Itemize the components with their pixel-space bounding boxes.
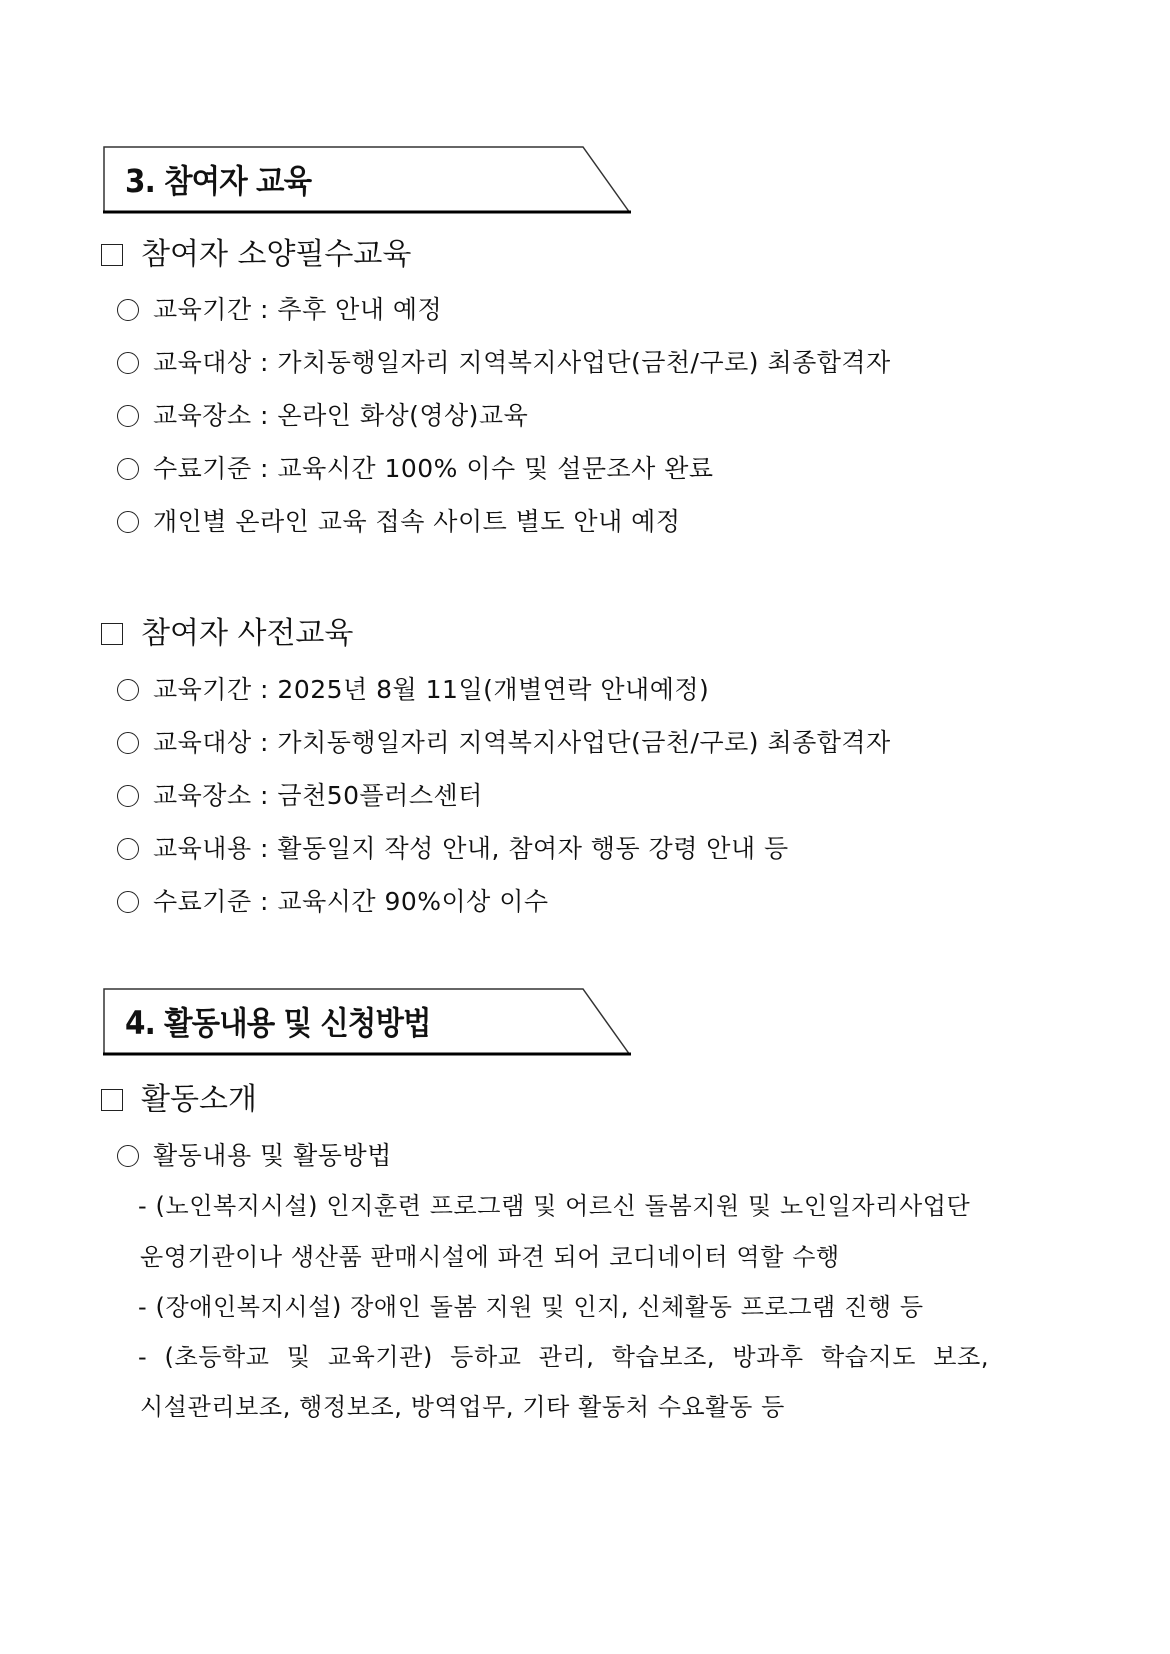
list-item-text: 교육장소 : 온라인 화상(영상)교육 <box>153 401 529 430</box>
list-item <box>117 343 891 379</box>
square-bullet-icon <box>101 244 123 266</box>
list-item <box>117 449 714 485</box>
list-item <box>117 1136 392 1172</box>
detail-line: - (초등학교 및 교육기관) 등하교 관리, 학습보조, 방과후 학습지도 보조, <box>138 1343 990 1371</box>
section-header-3 <box>103 146 631 212</box>
circle-bullet-icon <box>117 785 139 807</box>
square-bullet-icon <box>101 1089 123 1111</box>
detail-line: 시설관리보조, 행정보조, 방역업무, 기타 활동처 수요활동 등 <box>140 1393 785 1421</box>
list-item-text: 교육기간 : 추후 안내 예정 <box>153 295 443 324</box>
square-bullet-icon <box>101 623 123 645</box>
list-item <box>117 882 549 918</box>
circle-bullet-icon <box>117 891 139 913</box>
list-item <box>117 396 528 432</box>
circle-bullet-icon <box>117 352 139 374</box>
circle-bullet-icon <box>117 679 139 701</box>
list-item-text: 교육기간 : 2025년 8월 11일(개별연락 안내예정) <box>153 675 710 704</box>
list-item-text: 교육대상 : 가치동행일자리 지역복지사업단(금천/구로) 최종합격자 <box>153 728 891 757</box>
circle-bullet-icon <box>117 458 139 480</box>
list-item-text: 교육내용 : 활동일지 작성 안내, 참여자 행동 강령 안내 등 <box>153 834 789 863</box>
group-heading-text: 활동소개 <box>141 1082 257 1117</box>
detail-line: - (장애인복지시설) 장애인 돌봄 지원 및 인지, 신체활동 프로그램 진행 등 <box>138 1293 924 1321</box>
circle-bullet-icon <box>117 405 139 427</box>
circle-bullet-icon <box>117 1145 139 1167</box>
group-heading-text: 참여자 사전교육 <box>141 616 354 651</box>
list-item-text: 수료기준 : 교육시간 90%이상 이수 <box>153 887 549 916</box>
section-title: 4. 활동내용 및 신청방법 <box>125 1004 431 1042</box>
group-heading <box>101 1074 257 1118</box>
circle-bullet-icon <box>117 511 139 533</box>
list-item-text: 교육대상 : 가치동행일자리 지역복지사업단(금천/구로) 최종합격자 <box>153 348 891 377</box>
group-heading-text: 참여자 소양필수교육 <box>141 237 412 272</box>
list-item <box>117 290 442 326</box>
list-item-text: 교육장소 : 금천50플러스센터 <box>153 781 483 810</box>
detail-line: - (노인복지시설) 인지훈련 프로그램 및 어르신 돌봄지원 및 노인일자리사업단 <box>138 1192 971 1220</box>
list-item-text: 활동내용 및 활동방법 <box>153 1141 392 1170</box>
list-item <box>117 829 789 865</box>
list-item-text: 수료기준 : 교육시간 100% 이수 및 설문조사 완료 <box>153 454 714 483</box>
detail-line: 운영기관이나 생산품 판매시설에 파견 되어 코디네이터 역할 수행 <box>140 1243 840 1271</box>
list-item <box>117 670 709 706</box>
list-item <box>117 502 680 538</box>
group-heading <box>101 229 411 273</box>
list-item <box>117 723 891 759</box>
circle-bullet-icon <box>117 838 139 860</box>
circle-bullet-icon <box>117 299 139 321</box>
group-heading <box>101 608 353 652</box>
list-item-text: 개인별 온라인 교육 접속 사이트 별도 안내 예정 <box>153 507 681 536</box>
section-header-4 <box>103 988 631 1054</box>
circle-bullet-icon <box>117 732 139 754</box>
list-item <box>117 776 483 812</box>
section-title: 3. 참여자 교육 <box>125 162 312 200</box>
